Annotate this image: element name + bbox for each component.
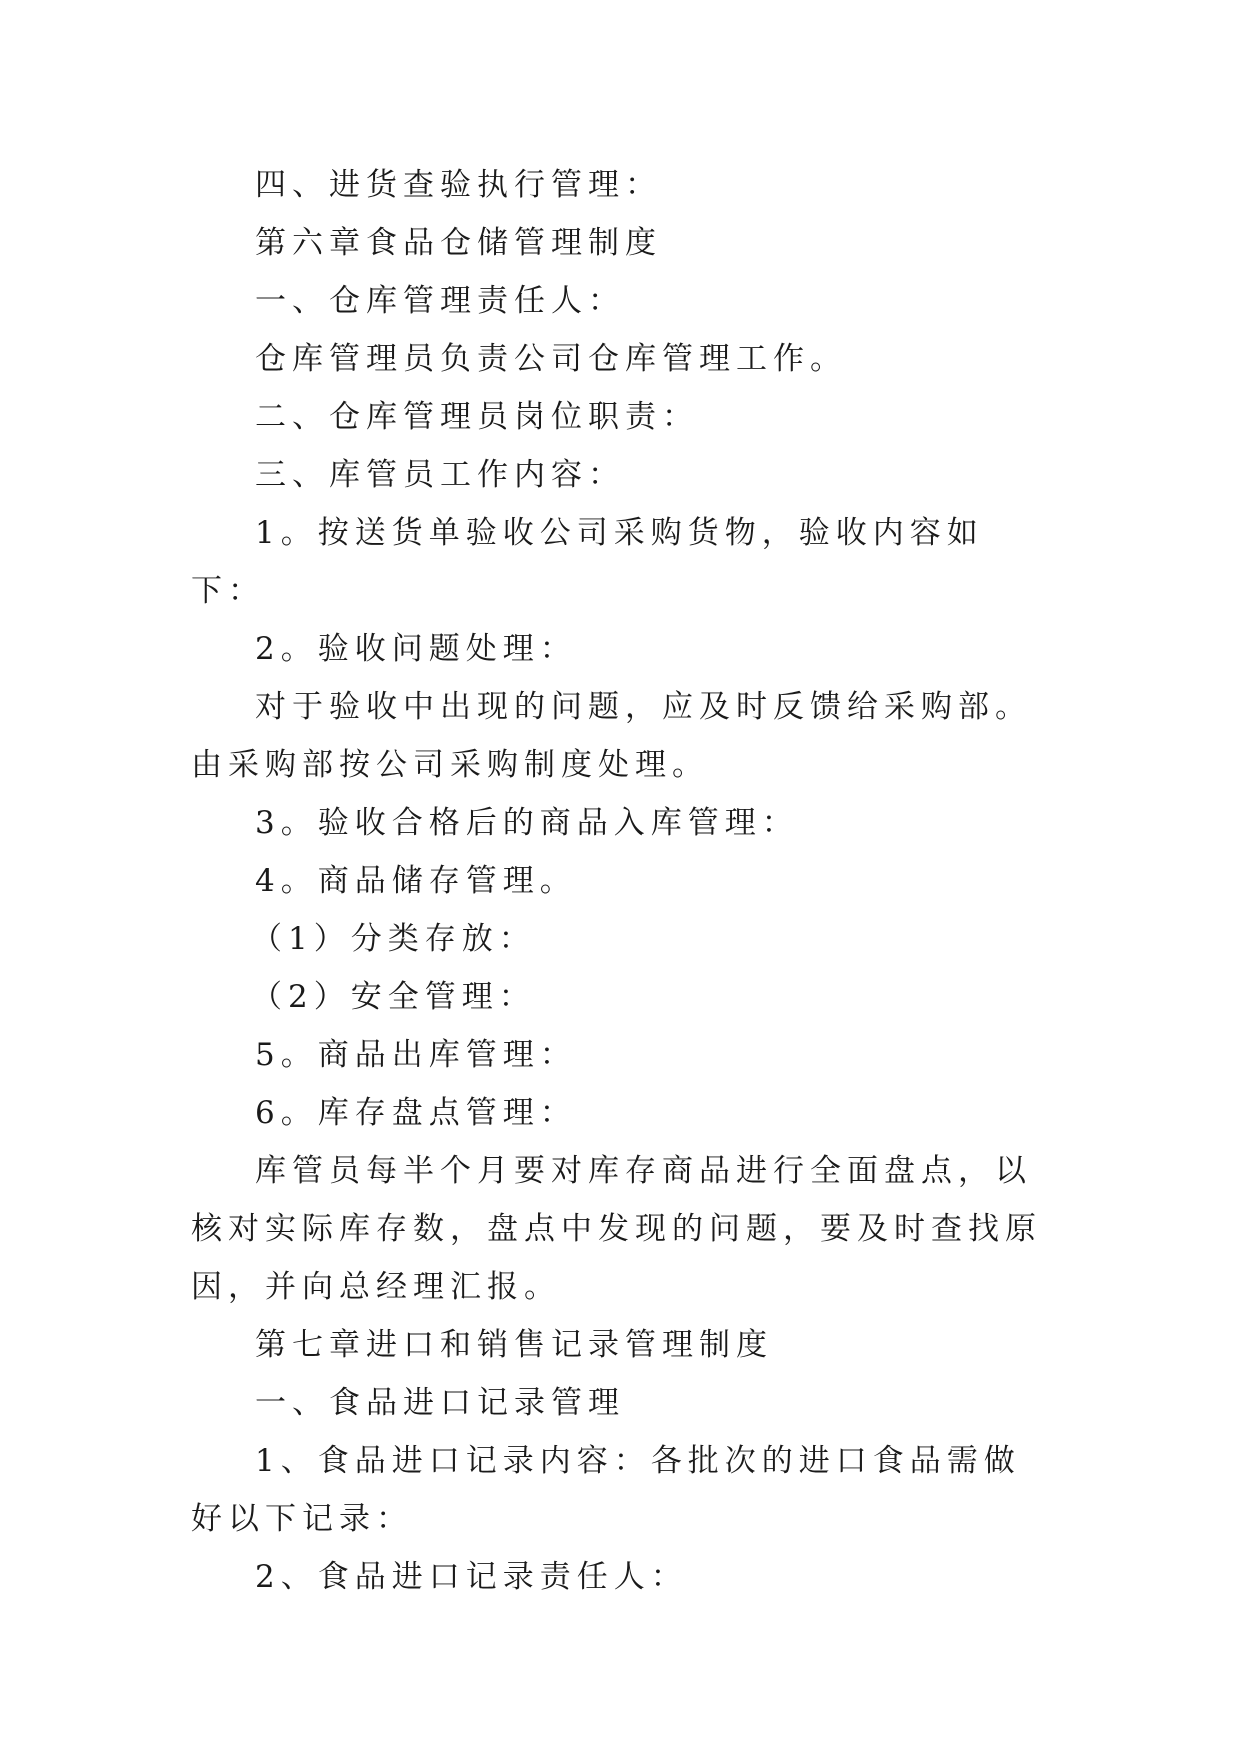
numbered-item: 2、食品进口记录责任人： <box>255 1559 688 1595</box>
numbered-item: 5。商品出库管理： <box>255 1037 577 1073</box>
section-heading: 二、仓库管理员岗位职责： <box>255 399 699 435</box>
section-heading: 四、进货查验执行管理： <box>255 167 662 203</box>
numbered-item: 1。按送货单验收公司采购货物，验收内容如下： <box>191 515 984 609</box>
body-paragraph: 对于验收中出现的问题，应及时反馈给采购部。由采购部按公司采购制度处理。 <box>191 689 1032 783</box>
numbered-item: 3。验收合格后的商品入库管理： <box>255 805 799 841</box>
numbered-item: 2。验收问题处理： <box>255 631 577 667</box>
numbered-item: 6。库存盘点管理： <box>255 1095 577 1131</box>
chapter-heading: 第七章进口和销售记录管理制度 <box>255 1327 773 1363</box>
chapter-heading: 第六章食品仓储管理制度 <box>255 225 662 261</box>
section-heading: 三、库管员工作内容： <box>255 457 625 493</box>
section-heading: 一、仓库管理责任人： <box>255 283 625 319</box>
section-heading: 一、食品进口记录管理 <box>255 1385 625 1421</box>
sub-item: （1）分类存放： <box>251 921 536 957</box>
body-paragraph: 库管员每半个月要对库存商品进行全面盘点，以核对实际库存数，盘点中发现的问题，要及时查找原因，并向总经理汇报。 <box>191 1153 1042 1305</box>
document-body <box>191 156 1051 1606</box>
numbered-item: 4。商品储存管理。 <box>255 863 577 899</box>
sub-item: （2）安全管理： <box>251 979 536 1015</box>
body-paragraph: 仓库管理员负责公司仓库管理工作。 <box>255 341 847 377</box>
numbered-item: 1、食品进口记录内容：各批次的进口食品需做好以下记录： <box>191 1443 1021 1537</box>
